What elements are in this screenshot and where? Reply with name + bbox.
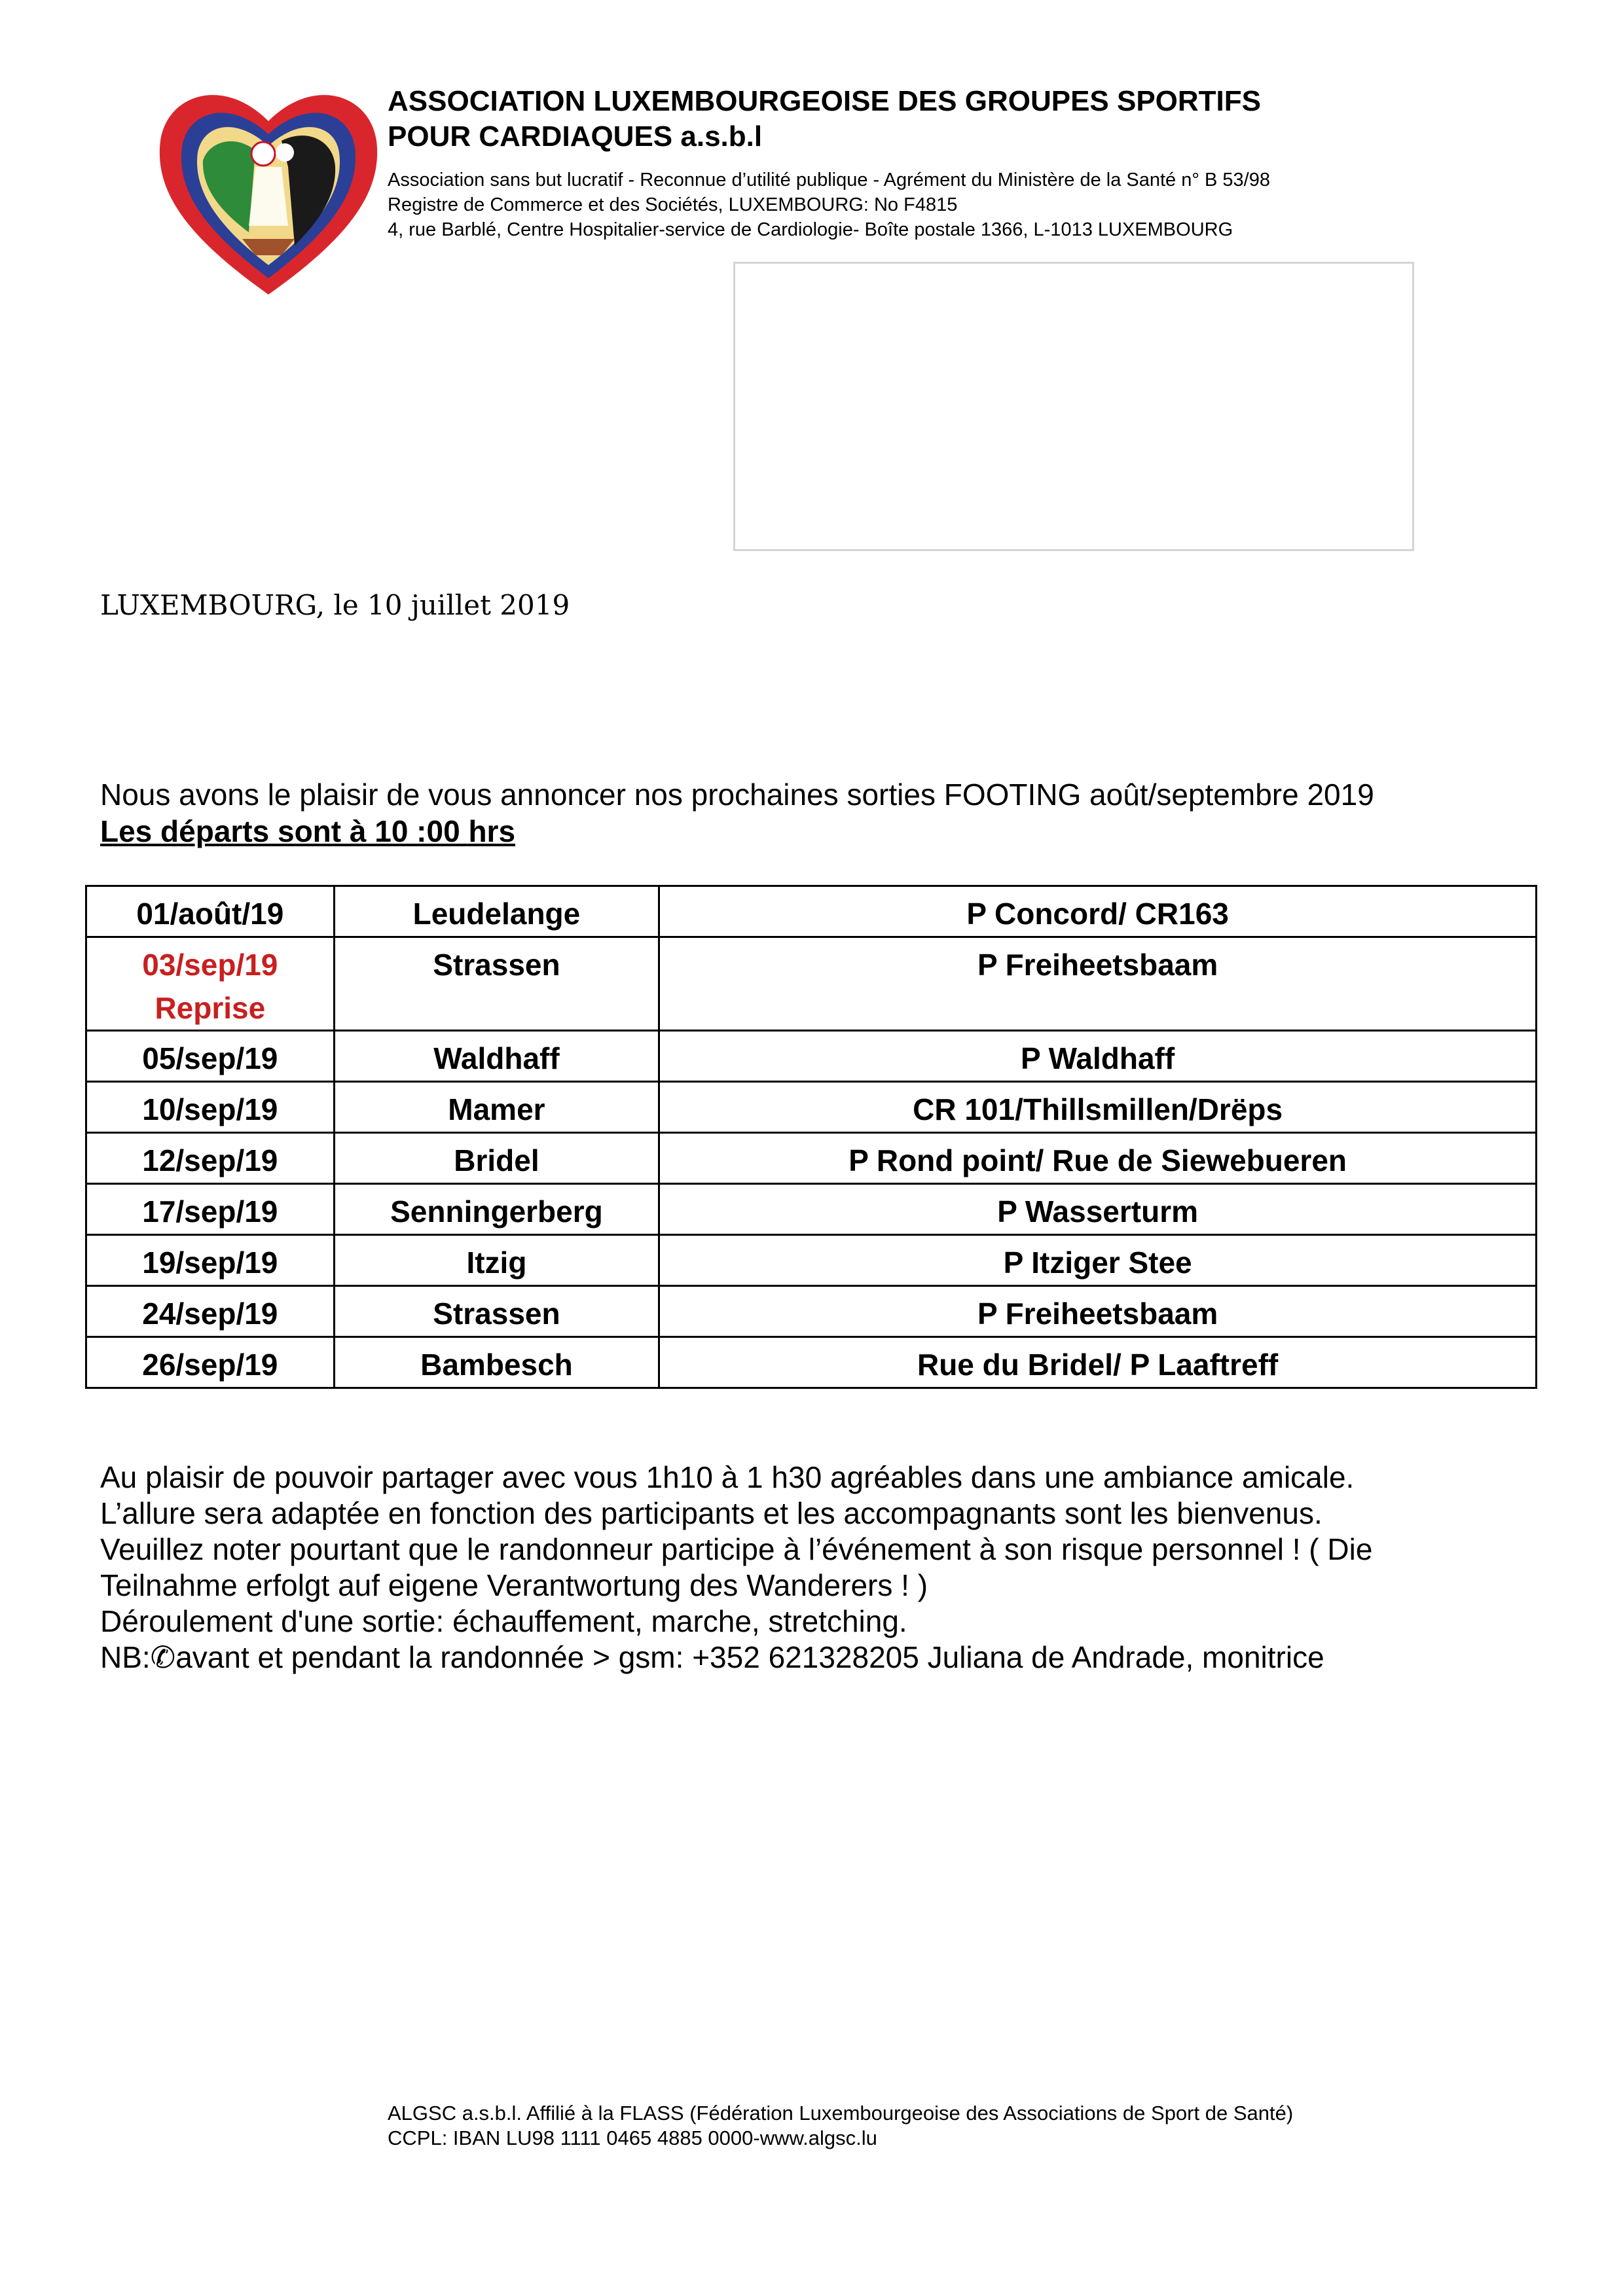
meeting-point-cell: P Concord/ CR163 [659, 886, 1537, 937]
table-row [86, 1184, 1537, 1235]
meeting-point-cell: P Rond point/ Rue de Siewebueren [659, 1133, 1537, 1184]
intro-block [100, 776, 1374, 850]
contact-line: NB:✆avant et pendant la randonnée > gsm: +352 621328205 Juliana de Andrade, monitrice [100, 1640, 1324, 1674]
meeting-point-cell: CR 101/Thillsmillen/Drëps [659, 1082, 1537, 1133]
place-cell: Strassen [334, 937, 659, 1031]
intro-text: Nous avons le plaisir de vous annoncer nos prochaines sorties FOOTING août/septembre 2019 [100, 778, 1374, 812]
table-row [86, 1031, 1537, 1082]
table-row [86, 886, 1537, 937]
closing-line: Veuillez noter pourtant que le randonneur participe à l’événement à son risque personnel ! ( Die [100, 1532, 1373, 1566]
date-cell [86, 937, 335, 1031]
address-window-box [733, 262, 1414, 551]
place-cell: Waldhaff [334, 1031, 659, 1082]
date-cell: 26/sep/19 [86, 1337, 335, 1388]
place-cell: Bambesch [334, 1337, 659, 1388]
closing-line: L’allure sera adaptée en fonction des participants et les accompagnants sont les bienvenus. [100, 1496, 1322, 1530]
place-cell: Senningerberg [334, 1184, 659, 1235]
footer-affiliation: ALGSC a.s.b.l. Affilié à la FLASS (Fédération Luxembourgeoise des Associations de Sport de Santé) [388, 2102, 1294, 2125]
org-registry: Registre de Commerce et des Sociétés, LUXEMBOURG: No F4815 [388, 194, 958, 215]
table-row [86, 1337, 1537, 1388]
schedule-table [85, 885, 1537, 1389]
place-cell: Itzig [334, 1235, 659, 1286]
table-row [86, 1235, 1537, 1286]
page-footer [388, 2101, 1293, 2151]
place-cell: Bridel [334, 1133, 659, 1184]
date-cell: 10/sep/19 [86, 1082, 335, 1133]
org-name-line1: ASSOCIATION LUXEMBOURGEOISE DES GROUPES SPORTIFS [388, 85, 1262, 117]
letterhead [388, 84, 1501, 242]
date-cell: 05/sep/19 [86, 1031, 335, 1082]
org-address: 4, rue Barblé, Centre Hospitalier-service de Cardiologie- Boîte postale 1366, L-1013 LUXEMBOURG [388, 219, 1233, 240]
meeting-point-cell: P Waldhaff [659, 1031, 1537, 1082]
meeting-point-cell: P Freiheetsbaam [659, 937, 1537, 1031]
meeting-point-cell: Rue du Bridel/ P Laaftreff [659, 1337, 1537, 1388]
date-cell: 17/sep/19 [86, 1184, 335, 1235]
table-row [86, 937, 1537, 1031]
meeting-point-cell: P Freiheetsbaam [659, 1286, 1537, 1337]
date-cell: 12/sep/19 [86, 1133, 335, 1184]
meeting-point-cell: P Wasserturm [659, 1184, 1537, 1235]
footer-bank-details: CCPL: IBAN LU98 1111 0465 4885 0000-www.algsc.lu [388, 2126, 877, 2149]
place-cell: Mamer [334, 1082, 659, 1133]
heart-logo-icon [151, 69, 386, 304]
place-cell: Strassen [334, 1286, 659, 1337]
letter-date: LUXEMBOURG, le 10 juillet 2019 [100, 589, 570, 621]
table-row [86, 1082, 1537, 1133]
departure-time: Les départs sont à 10 :00 hrs [100, 814, 516, 848]
date-text: 03/sep/19 [142, 948, 278, 982]
date-cell: 01/août/19 [86, 886, 335, 937]
place-cell: Leudelange [334, 886, 659, 937]
date-cell: 24/sep/19 [86, 1286, 335, 1337]
org-name-line2: POUR CARDIAQUES a.s.b.l [388, 120, 763, 152]
closing-line: Déroulement d'une sortie: échauffement, marche, stretching. [100, 1604, 907, 1638]
closing-line: Teilnahme erfolgt auf eigene Verantwortung des Wanderers ! ) [100, 1568, 928, 1602]
table-row [86, 1133, 1537, 1184]
meeting-point-cell: P Itziger Stee [659, 1235, 1537, 1286]
closing-line: Au plaisir de pouvoir partager avec vous 1h10 à 1 h30 agréables dans une ambiance amicale. [100, 1460, 1355, 1494]
reprise-note: Reprise [155, 991, 266, 1025]
org-legal-status: Association sans but lucratif - Reconnue d’utilité publique - Agrément du Ministère de la Santé n° B 53/98 [388, 170, 1270, 190]
closing-block [100, 1460, 1541, 1676]
table-row [86, 1286, 1537, 1337]
date-cell: 19/sep/19 [86, 1235, 335, 1286]
